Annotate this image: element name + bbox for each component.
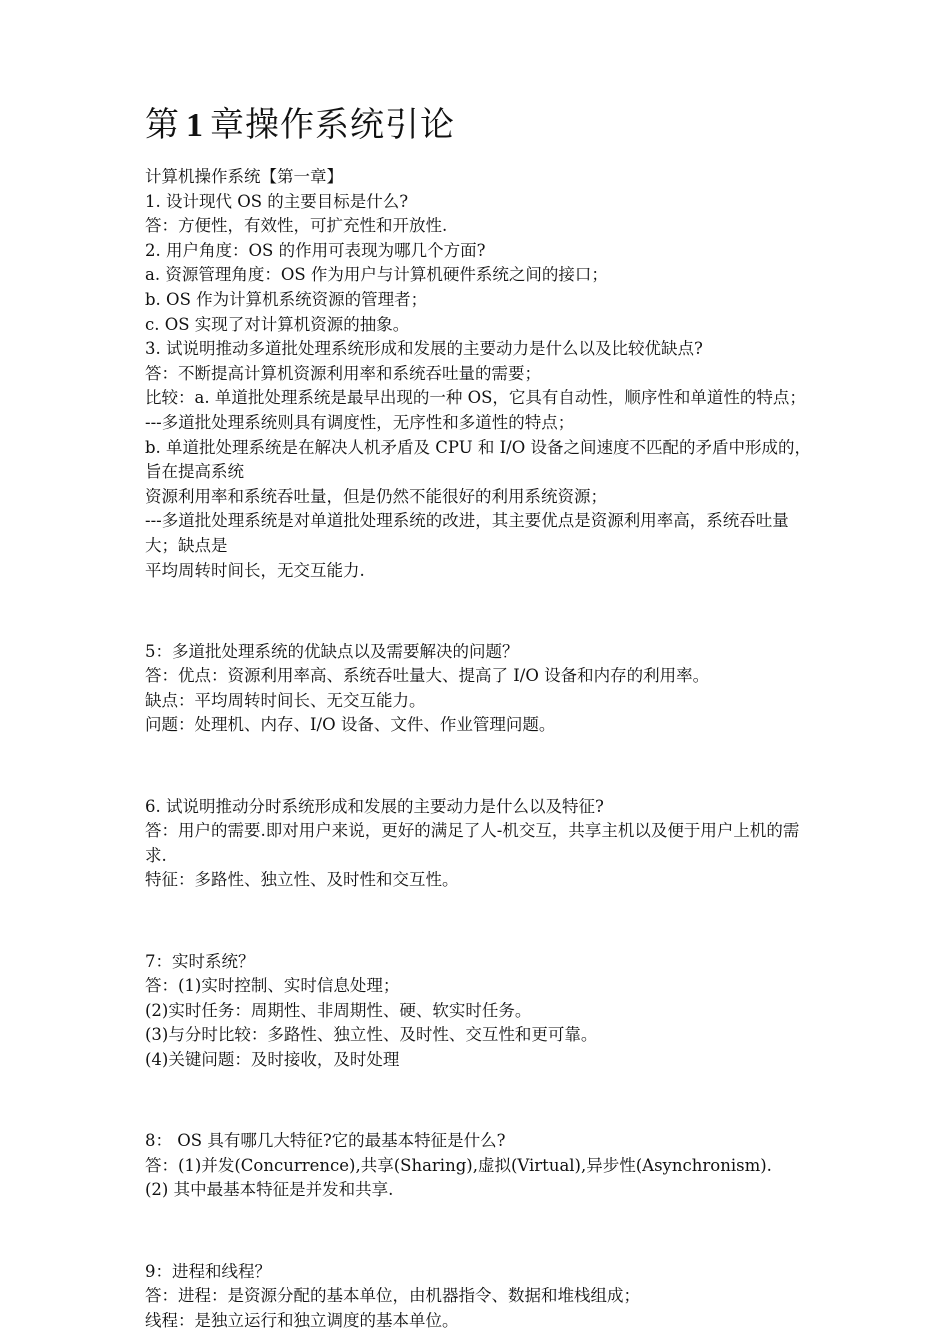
text-line: 比较：a. 单道批处理系统是最早出现的一种 OS，它具有自动性，顺序性和单道性的特点； [145,388,806,408]
text-line: 9：进程和线程？ [145,1261,271,1281]
text-line: 资源利用率和系统吞吐量，但是仍然不能很好的利用系统资源； [145,486,607,506]
blank-line [145,599,813,624]
text-line: (2)实时任务：周期性、非周期性、硬、软实时任务。 [145,1000,532,1020]
chapter-title-prefix: 第 [145,105,180,145]
text-line: 特征：多路性、独立性、及时性和交互性。 [145,870,459,890]
text-line: b. OS 作为计算机系统资源的管理者； [145,289,428,309]
blank-line [145,1219,813,1244]
document-page [145,104,813,1333]
text-line: 问题：处理机、内存、I/O 设备、文件、作业管理问题。 [145,715,556,735]
blank-line [145,909,813,934]
text-line: 答：(1)实时控制、实时信息处理； [145,976,400,996]
text-line: 答：优点：资源利用率高、系统吞吐量大、提高了 I/O 设备和内存的利用率。 [145,666,710,686]
text-line: c. OS 实现了对计算机资源的抽象。 [145,314,410,334]
chapter-title [145,104,813,147]
text-line: a. 资源管理角度：OS 作为用户与计算机硬件系统之间的接口； [145,265,608,285]
text-line: 8： OS 具有哪几大特征?它的最基本特征是什么? [145,1131,506,1151]
text-line: 5：多道批处理系统的优缺点以及需要解决的问题？ [145,641,519,661]
text-line: 6. 试说明推动分时系统形成和发展的主要动力是什么以及特征? [145,796,604,816]
document-body [145,165,813,1333]
text-line: 缺点：平均周转时间长、无交互能力。 [145,690,426,710]
text-line: 答：(1)并发(Concurrence),共享(Sharing),虚拟(Virtual),异步性(Asynchronism). [145,1155,772,1175]
text-line: 答：不断提高计算机资源利用率和系统吞吐量的需要； [145,363,541,383]
text-line: (3)与分时比较：多路性、独立性、及时性、交互性和更可靠。 [145,1025,598,1045]
text-line: ---多道批处理系统是对单道批处理系统的改进，其主要优点是资源利用率高，系统吞吐量大；缺点是 [145,511,789,555]
text-line: 平均周转时间长，无交互能力. [145,560,365,580]
text-line: (2) 其中最基本特征是并发和共享. [145,1180,394,1200]
text-line: 1. 设计现代 OS 的主要目标是什么? [145,191,409,211]
text-line: ---多道批处理系统则具有调度性，无序性和多道性的特点； [145,412,575,432]
text-line: 3. 试说明推动多道批处理系统形成和发展的主要动力是什么以及比较优缺点? [145,339,703,359]
text-line: 计算机操作系统【第一章】 [145,167,343,186]
text-line: 线程：是独立运行和独立调度的基本单位。 [145,1310,459,1330]
text-line: 7：实时系统？ [145,951,255,971]
text-line: 答：用户的需要.即对用户来说，更好的满足了人-机交互，共享主机以及便于用户上机的需求. [145,821,800,865]
chapter-title-number: 1 [186,107,204,144]
chapter-title-text: 章操作系统引论 [210,105,455,145]
text-line: 答：方便性，有效性，可扩充性和开放性. [145,216,448,236]
blank-line [145,1089,813,1114]
text-line: (4)关键问题：及时接收，及时处理 [145,1050,400,1069]
blank-line [145,754,813,779]
text-line: 答：进程：是资源分配的基本单位，由机器指令、数据和堆栈组成； [145,1286,640,1306]
text-line: b. 单道批处理系统是在解决人机矛盾及 CPU 和 I/O 设备之间速度不匹配的矛盾中形成的，旨在提高系统 [145,437,811,482]
text-line: 2. 用户角度：OS 的作用可表现为哪几个方面? [145,240,486,260]
